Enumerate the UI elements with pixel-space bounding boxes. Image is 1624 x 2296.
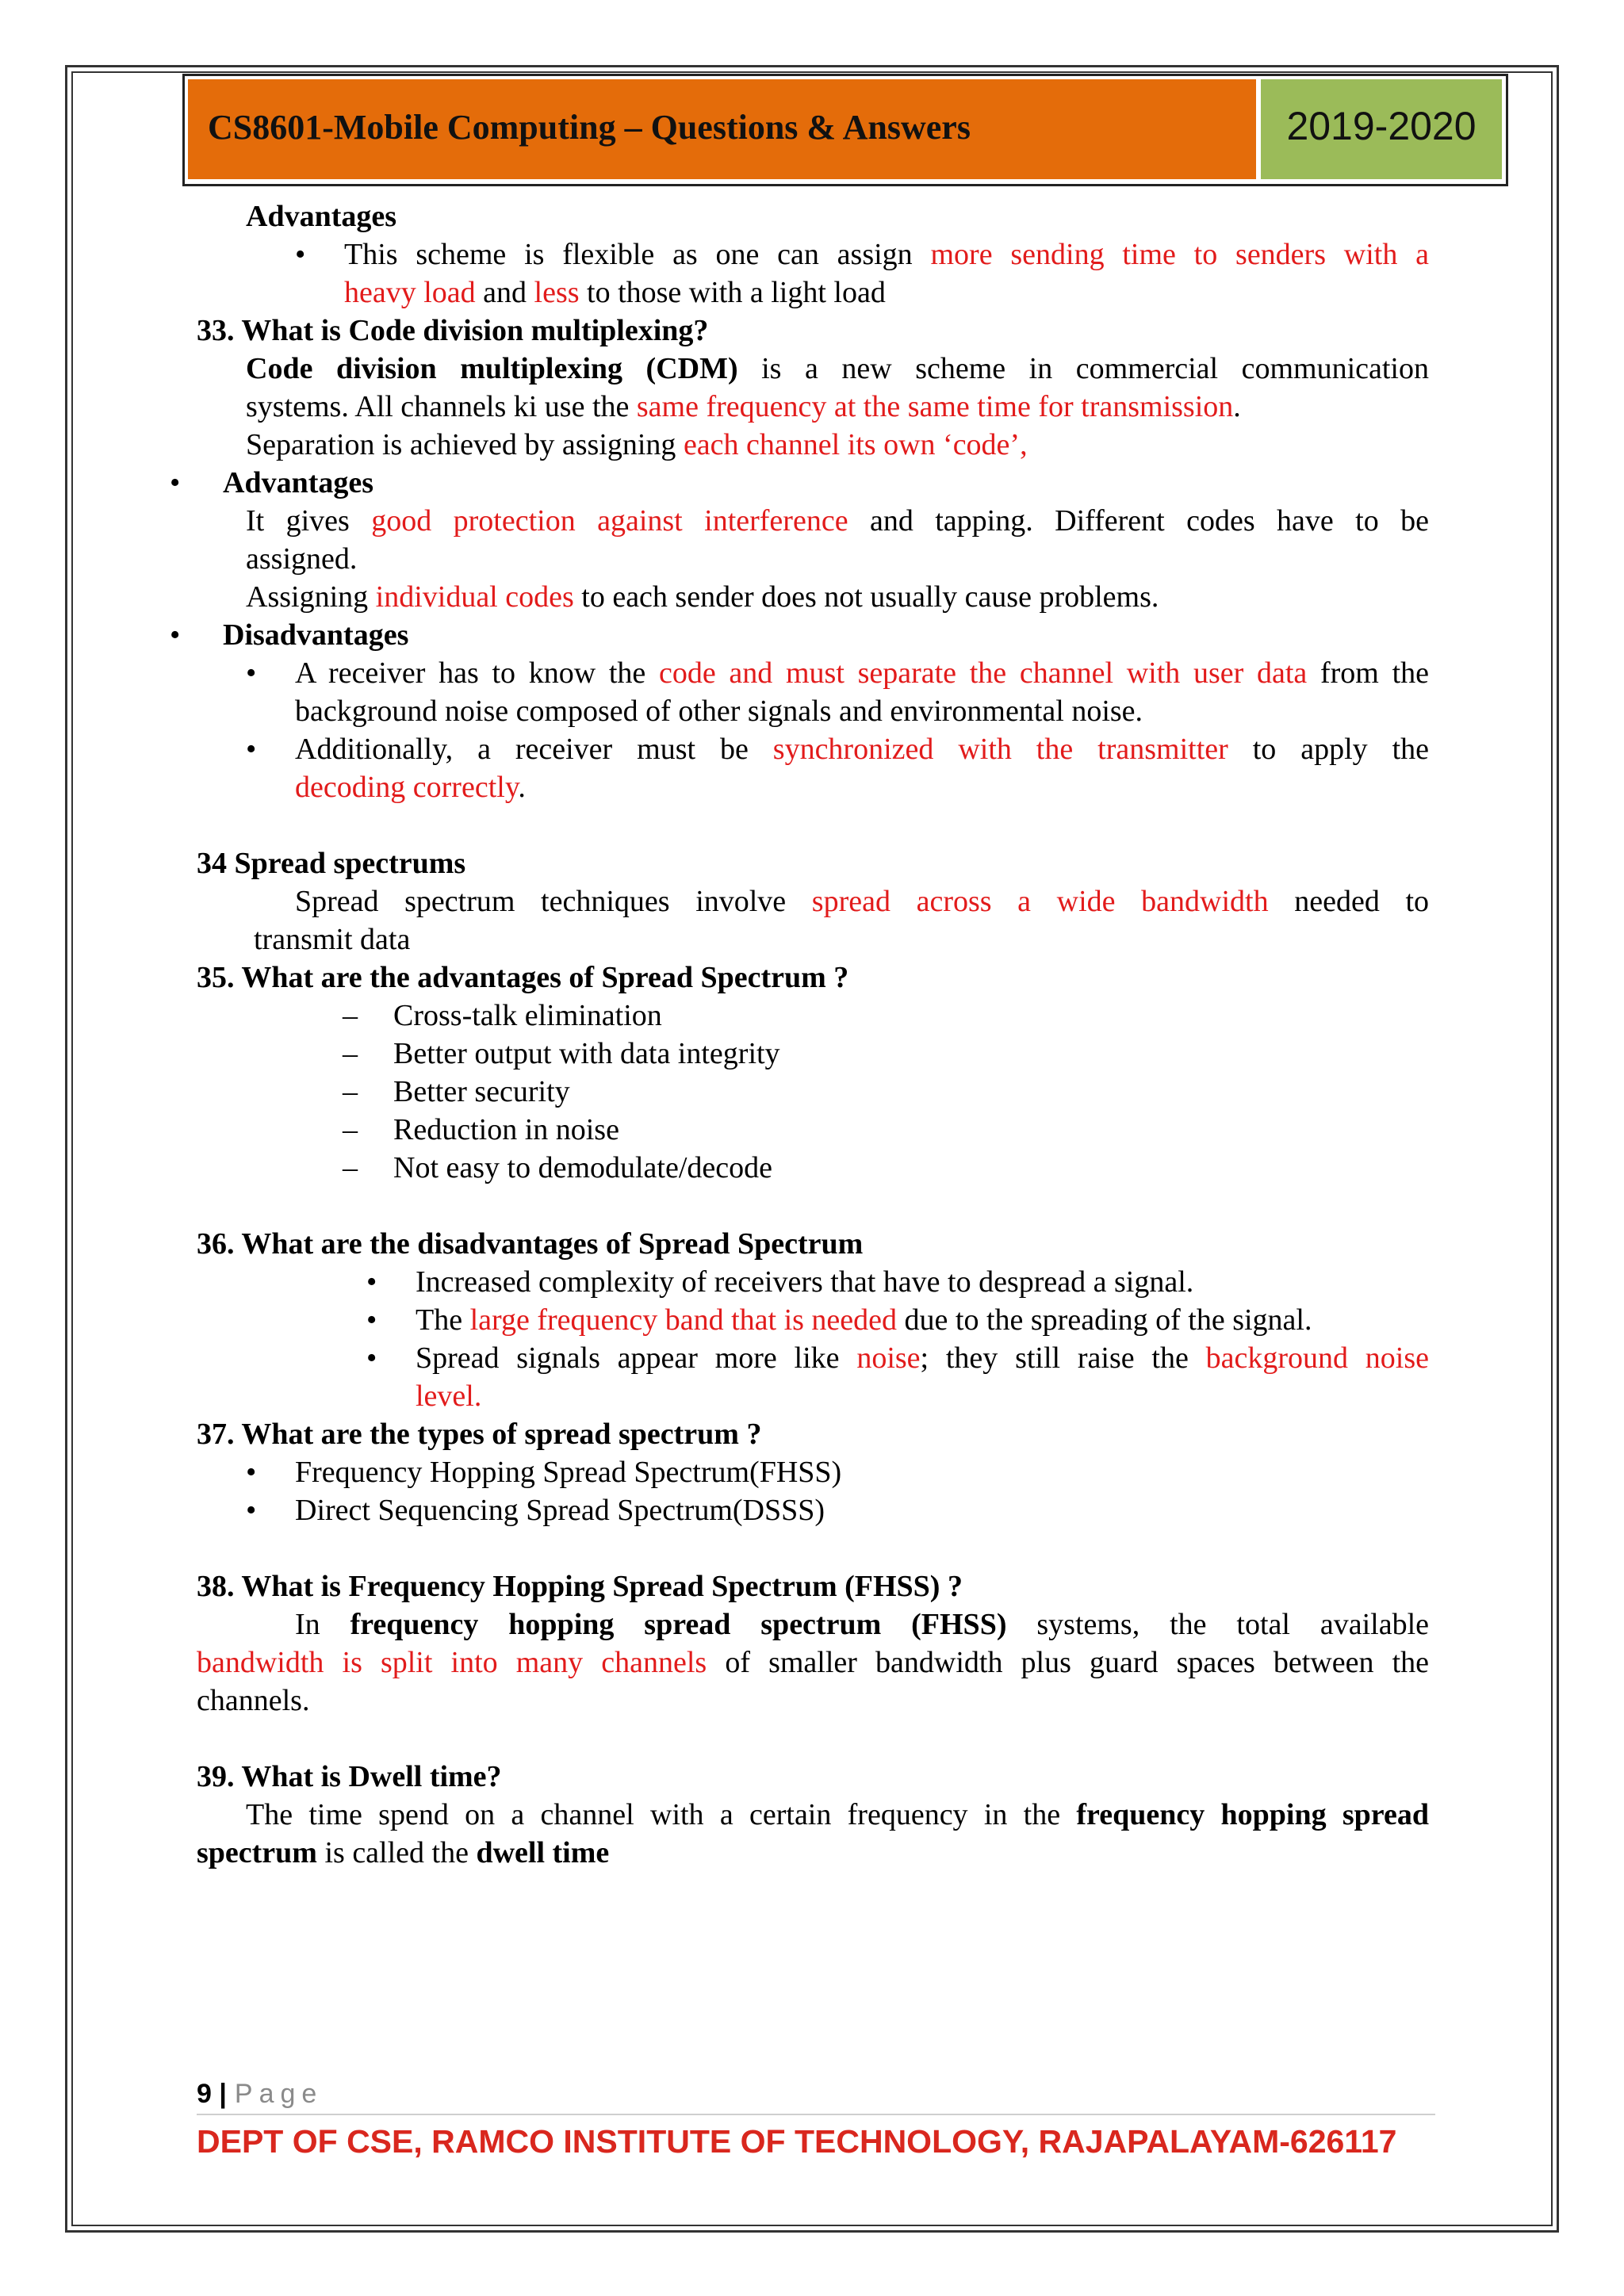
paragraph-line: transmit data	[254, 923, 411, 956]
bullet-icon: •	[170, 618, 181, 652]
question-heading: 38. What is Frequency Hopping Spread Spectrum (FHSS) ?	[197, 1570, 963, 1603]
question-heading: 37. What are the types of spread spectrum ?	[197, 1418, 762, 1451]
paragraph-line: A receiver has to know the code and must separate the channel with user data from the	[295, 656, 1429, 690]
document-title: CS8601-Mobile Computing – Questions & Answers	[208, 108, 971, 147]
section-heading: Advantages	[223, 466, 374, 499]
bullet-icon: •	[295, 238, 306, 271]
dash-icon: –	[343, 1151, 358, 1184]
paragraph-line: spectrum is called the dwell time	[197, 1836, 610, 1869]
bullet-icon: •	[366, 1303, 377, 1337]
list-item-continuation: level.	[416, 1380, 482, 1413]
paragraph-line: Separation is achieved by assigning each channel its own ‘code’,	[246, 428, 1028, 461]
list-item: Better security	[393, 1075, 570, 1108]
paragraph-line: background noise composed of other signals and environmental noise.	[295, 695, 1143, 728]
list-item: The large frequency band that is needed due to the spreading of the signal.	[416, 1303, 1312, 1337]
paragraph-line: It gives good protection against interference and tapping. Different codes have to be	[246, 504, 1429, 538]
bullet-icon: •	[170, 466, 181, 499]
list-item: Increased complexity of receivers that have to despread a signal.	[416, 1265, 1194, 1299]
paragraph-line: heavy load and less to those with a light load	[344, 276, 886, 309]
bullet-icon: •	[366, 1265, 377, 1299]
paragraph-line: assigned.	[246, 542, 358, 576]
paragraph-line: bandwidth is split into many channels of smaller bandwidth plus guard spaces between the	[197, 1646, 1429, 1679]
bullet-icon: •	[246, 1494, 257, 1527]
paragraph-line: systems. All channels ki use the same frequency at the same time for transmission.	[246, 390, 1241, 423]
bullet-icon: •	[246, 733, 257, 766]
footer-department: DEPT OF CSE, RAMCO INSTITUTE OF TECHNOLOGY, RAJAPALAYAM-626117	[197, 2123, 1397, 2160]
page-number: 9 | Page	[197, 2079, 324, 2109]
list-item: Cross-talk elimination	[393, 999, 662, 1032]
list-item: Reduction in noise	[393, 1113, 619, 1146]
question-heading: 33. What is Code division multiplexing?	[197, 314, 709, 347]
section-heading: Disadvantages	[223, 618, 409, 652]
paragraph-line: In frequency hopping spread spectrum (FHSS) systems, the total available	[295, 1608, 1430, 1641]
bullet-icon: •	[246, 1456, 257, 1489]
dash-icon: –	[343, 1037, 358, 1070]
paragraph-line: The time spend on a channel with a certain frequency in the frequency hopping spread	[246, 1798, 1429, 1831]
paragraph-line: channels.	[197, 1684, 310, 1717]
paragraph-line: This scheme is flexible as one can assign more sending time to senders with a	[344, 238, 1429, 271]
question-heading: 34 Spread spectrums	[197, 847, 466, 880]
question-heading: 35. What are the advantages of Spread Spectrum ?	[197, 961, 849, 994]
question-heading: 39. What is Dwell time?	[197, 1760, 502, 1793]
paragraph-line: Additionally, a receiver must be synchronized with the transmitter to apply the	[295, 733, 1430, 766]
list-item: Not easy to demodulate/decode	[393, 1151, 773, 1184]
question-heading: 36. What are the disadvantages of Spread Spectrum	[197, 1227, 864, 1261]
bullet-icon: •	[246, 656, 257, 690]
section-heading: Advantages	[246, 200, 397, 233]
bullet-icon: •	[366, 1341, 377, 1375]
dash-icon: –	[343, 1113, 358, 1146]
footer-divider	[197, 2114, 1435, 2115]
paragraph-line: Code division multiplexing (CDM) is a new scheme in commercial communication	[246, 352, 1429, 385]
paragraph-line: Spread spectrum techniques involve spread across a wide bandwidth needed to	[295, 885, 1429, 918]
list-item: Frequency Hopping Spread Spectrum(FHSS)	[295, 1456, 842, 1489]
paragraph-line: decoding correctly.	[295, 771, 526, 804]
dash-icon: –	[343, 999, 358, 1032]
paragraph-line: Assigning individual codes to each sender does not usually cause problems.	[246, 580, 1159, 614]
academic-year: 2019-2020	[1286, 104, 1477, 148]
dash-icon: –	[343, 1075, 358, 1108]
list-item: Better output with data integrity	[393, 1037, 780, 1070]
list-item: Spread signals appear more like noise; they still raise the background noise	[416, 1341, 1429, 1375]
list-item: Direct Sequencing Spread Spectrum(DSSS)	[295, 1494, 825, 1527]
